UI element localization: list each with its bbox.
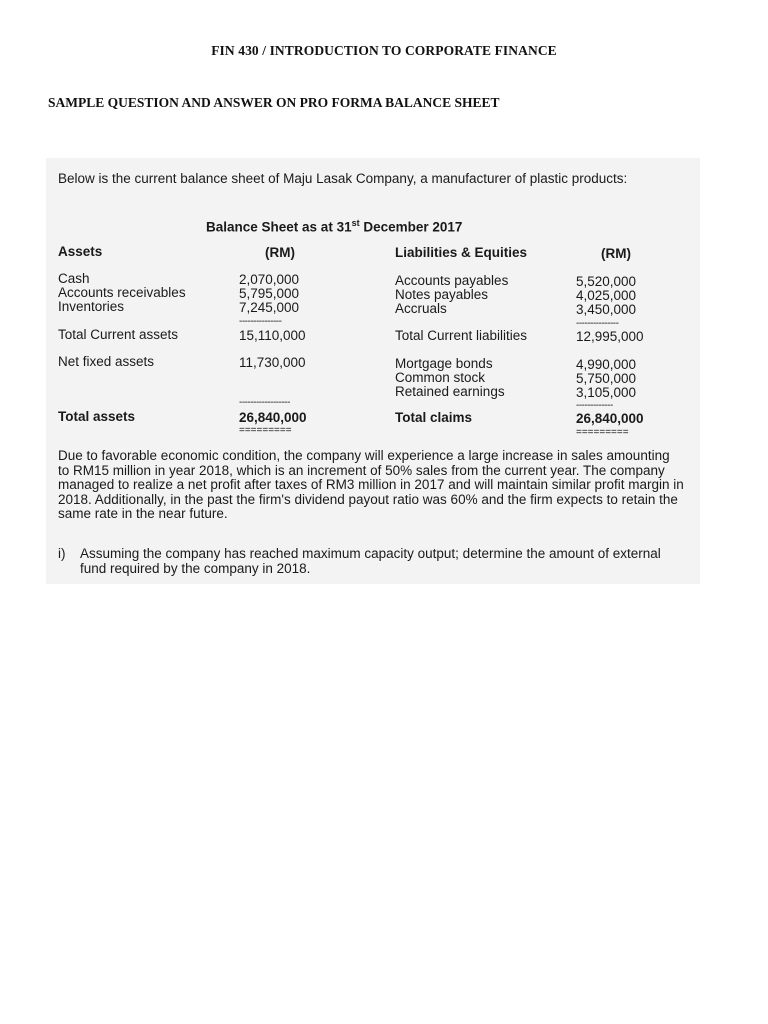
assets-unit-header: (RM) xyxy=(265,245,295,260)
total-assets-value: 26,840,000 xyxy=(239,410,307,425)
balance-sheet-title xyxy=(206,218,462,235)
long-term-value: 5,750,000 xyxy=(576,371,637,386)
question-item xyxy=(58,547,684,576)
total-current-liabilities-label: Total Current liabilities xyxy=(395,328,528,343)
assets-header: Assets xyxy=(58,244,103,259)
current-asset-value: 7,245,000 xyxy=(239,300,300,315)
current-asset-label: Inventories xyxy=(58,299,125,314)
current-asset-value: 2,070,000 xyxy=(239,272,300,287)
total-current-assets-value: 15,110,000 xyxy=(239,328,306,343)
long-term-value: 4,990,000 xyxy=(576,357,637,372)
question-number: i) xyxy=(58,546,66,561)
current-liability-value: 3,450,000 xyxy=(576,302,637,317)
current-liability-value: 4,025,000 xyxy=(576,288,637,303)
total-current-assets-label: Total Current assets xyxy=(58,327,179,342)
current-liability-label: Accruals xyxy=(395,301,447,316)
net-fixed-assets-value: 11,730,000 xyxy=(239,355,306,370)
balance-sheet-title-post: December 2017 xyxy=(359,219,463,235)
total-claims-value: 26,840,000 xyxy=(576,411,644,426)
current-asset-label: Cash xyxy=(58,271,90,286)
scanned-question-image xyxy=(46,158,700,584)
document-heading: SAMPLE QUESTION AND ANSWER ON PRO FORMA BALANCE SHEET xyxy=(48,95,500,110)
question-text: Assuming the company has reached maximum capacity output; determine the amount of external fund required by the company in 2018. xyxy=(80,546,661,576)
intro-text: Below is the current balance sheet of Maju Lasak Company, a manufacturer of plastic products: xyxy=(58,171,628,186)
balance-sheet-title-sup: st xyxy=(351,218,360,228)
double-rule-assets: ========= xyxy=(239,425,292,436)
long-term-value: 3,105,000 xyxy=(576,385,637,400)
subtotal-rule-liabilities: --------------- xyxy=(576,318,619,329)
double-rule-claims: ========= xyxy=(576,427,629,438)
total-assets-label: Total assets xyxy=(58,409,136,424)
scenario-paragraph: Due to favorable economic condition, the company will experience a large increase in sales amounting to RM15 million in year 2018, which is an increment of 50% sales from the current year. The company managed to realize a net profit after taxes of RM3 million in 2017 and will maintain similar profit margin in 2018. Additionally, in the past the firm's dividend payout ratio was 60% and the firm expects to retain the same rate in the near future. xyxy=(58,448,684,521)
total-rule-assets: ------------------ xyxy=(239,397,290,408)
current-asset-value: 5,795,000 xyxy=(239,286,300,301)
total-claims-label: Total claims xyxy=(395,410,473,425)
current-liability-label: Accounts payables xyxy=(395,273,509,288)
long-term-label: Common stock xyxy=(395,370,486,385)
net-fixed-assets-label: Net fixed assets xyxy=(58,354,155,369)
liabilities-header: Liabilities & Equities xyxy=(395,245,528,260)
course-title: FIN 430 / INTRODUCTION TO CORPORATE FINANCE xyxy=(211,43,557,58)
subtotal-rule-assets: --------------- xyxy=(239,316,282,327)
balance-sheet-title-pre: Balance Sheet as at 31 xyxy=(206,219,352,235)
total-current-liabilities-value: 12,995,000 xyxy=(576,329,644,344)
long-term-label: Mortgage bonds xyxy=(395,356,493,371)
current-liability-label: Notes payables xyxy=(395,287,489,302)
current-liability-value: 5,520,000 xyxy=(576,274,637,289)
liabilities-unit-header: (RM) xyxy=(601,246,631,261)
total-rule-claims: ------------- xyxy=(576,400,613,411)
long-term-label: Retained earnings xyxy=(395,384,505,399)
current-asset-label: Accounts receivables xyxy=(58,285,186,300)
